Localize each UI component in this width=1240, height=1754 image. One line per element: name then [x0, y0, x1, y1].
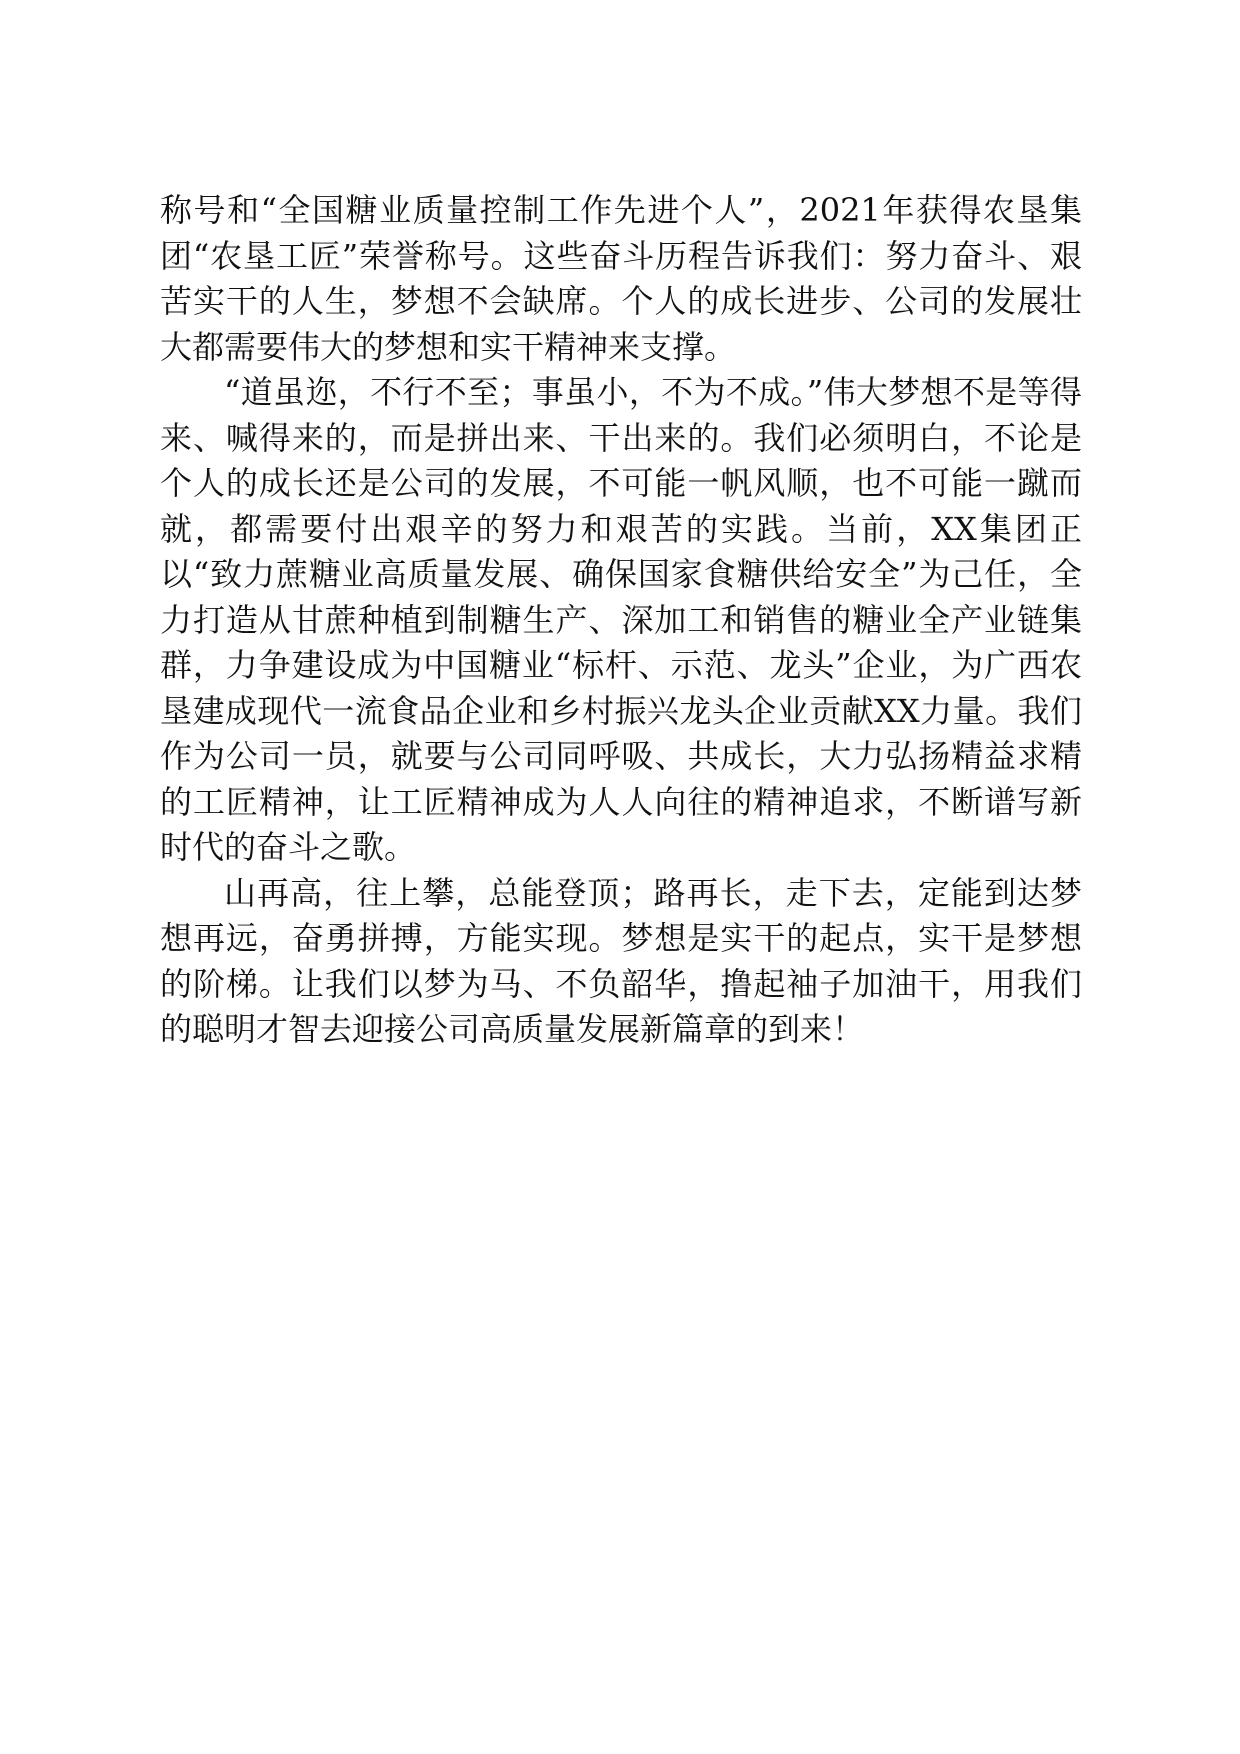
paragraph-3: 山再高，往上攀，总能登顶；路再长，走下去，定能到达梦想再远，奋勇拼搏，方能实现。梦想是实干的起点，实干是梦想的阶梯。让我们以梦为马、不负韶华，撸起袖子加油干，用我们的聪明才智去迎接公司高质量发展新篇章的到来！: [160, 873, 1082, 1048]
paragraph-2: “道虽迩，不行不至；事虽小，不为不成。”伟大梦想不是等得来、喊得来的，而是拼出来、干出来的。我们必须明白，不论是个人的成长还是公司的发展，不可能一帆风顺，也不可能一蹴而就，都需要付出艰辛的努力和艰苦的实践。当前，XX集团正以“致力蔗糖业高质量发展、确保国家食糖供给安全”为己任，全力打造从甘蔗种植到制糖生产、深加工和销售的糖业全产业链集群，力争建设成为中国糖业“标杆、示范、龙头”企业，为广西农垦建成现代一流食品企业和乡村振兴龙头企业贡献XX力量。我们作为公司一员，就要与公司同呼吸、共成长，大力弘扬精益求精的工匠精神，让工匠精神成为人人向往的精神追求，不断谱写新时代的奋斗之歌。: [160, 373, 1082, 866]
body-text: [160, 188, 1082, 1053]
paragraph-1: 称号和“全国糖业质量控制工作先进个人”，2021年获得农垦集团“农垦工匠”荣誉称号。这些奋斗历程告诉我们：努力奋斗、艰苦实干的人生，梦想不会缺席。个人的成长进步、公司的发展壮大都需要伟大的梦想和实干精神来支撑。: [160, 191, 1082, 366]
